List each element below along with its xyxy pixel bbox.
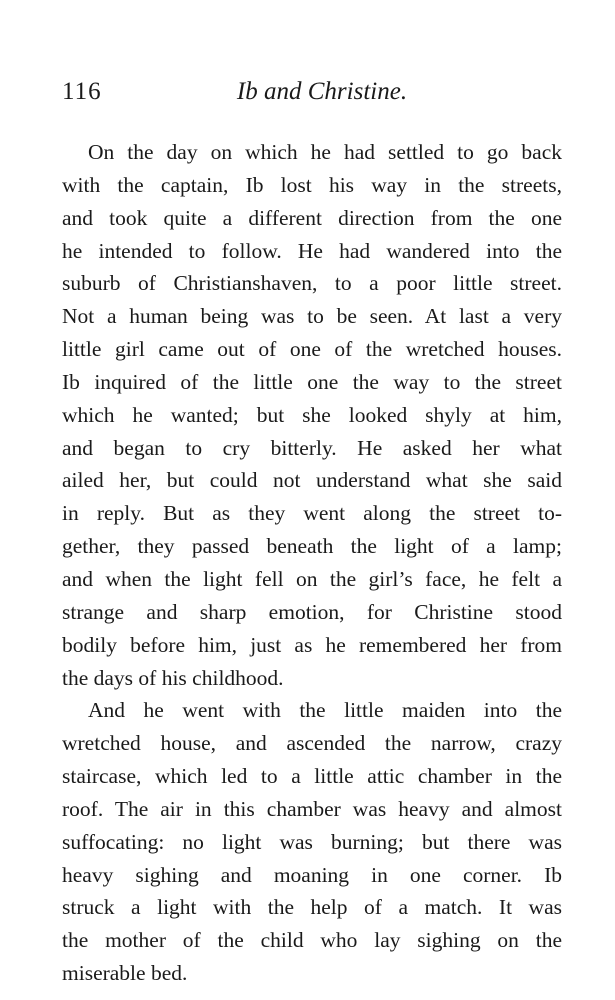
text-line: and when the light fell on the girl’s face, he felt a xyxy=(62,566,562,591)
text-line: which he wanted; but she looked shyly at him, xyxy=(62,402,562,427)
text-line: suburb of Christianshaven, to a poor little street. xyxy=(62,271,562,296)
paragraph xyxy=(62,136,562,694)
text-line: Not a human being was to be seen. At last a very xyxy=(62,304,562,329)
text-line: On the day on which he had settled to go back xyxy=(88,140,562,164)
text-line: he intended to follow. He had wandered into the xyxy=(62,238,562,263)
text-line: with the captain, Ib lost his way in the streets, xyxy=(62,172,562,197)
page-header xyxy=(62,78,562,112)
text-line: bodily before him, just as he remembered her from xyxy=(62,632,562,657)
text-line: and took quite a different direction from the one xyxy=(62,205,562,230)
text-line: And he went with the little maiden into the xyxy=(88,698,562,723)
text-line: staircase, which led to a little attic chamber in the xyxy=(62,764,562,789)
text-line: ailed her, but could not understand what she said xyxy=(62,468,562,493)
running-title: Ib and Christine. xyxy=(236,78,408,105)
text-line: little girl came out of one of the wretched houses. xyxy=(62,337,562,362)
text-line: suffocating: no light was burning; but there was xyxy=(62,829,562,854)
text-line: Ib inquired of the little one the way to the street xyxy=(62,369,562,394)
page-number: 116 xyxy=(62,78,102,105)
text-line: roof. The air in this chamber was heavy and almost xyxy=(62,796,562,821)
text-line: heavy sighing and moaning in one corner. Ib xyxy=(62,862,562,887)
text-line: gether, they passed beneath the light of a lamp; xyxy=(62,534,562,559)
page-body xyxy=(62,136,562,990)
text-line: strange and sharp emotion, for Christine stood xyxy=(62,599,562,624)
text-line: and began to cry bitterly. He asked her what xyxy=(62,435,562,460)
paragraph xyxy=(62,694,562,990)
text-line: wretched house, and ascended the narrow, crazy xyxy=(62,731,562,756)
text-line: the mother of the child who lay sighing on the xyxy=(62,928,562,953)
text-line: in reply. But as they went along the street to- xyxy=(62,501,562,526)
text-line: struck a light with the help of a match. It was xyxy=(62,895,562,920)
text-line: miserable bed. xyxy=(62,961,188,986)
text-line: the days of his childhood. xyxy=(62,665,284,690)
